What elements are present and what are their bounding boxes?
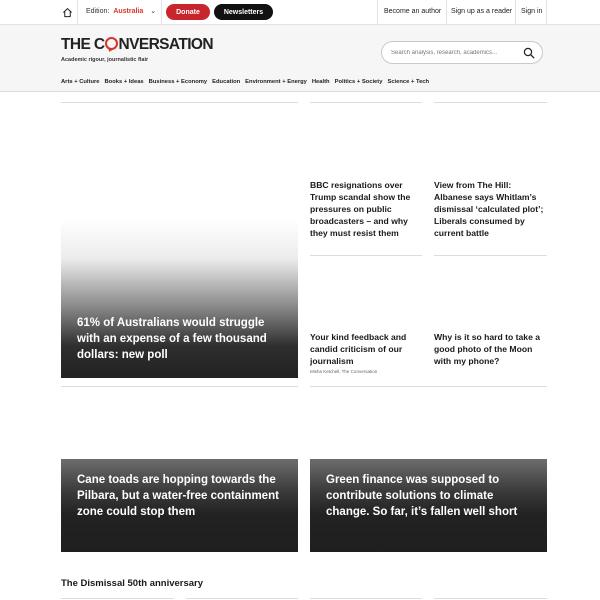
featured-article-cane-toads[interactable] [61,459,298,552]
nav-health[interactable]: Health [311,79,330,85]
donate-button[interactable]: Donate [166,4,210,20]
home-icon [62,7,73,18]
divider [310,102,422,103]
divider [161,0,162,25]
site-header [0,25,600,92]
logo-text-start: THE C [61,36,105,53]
nav-environment-energy[interactable]: Environment + Energy [245,79,307,85]
chevron-down-icon: ⌄ [150,8,157,15]
search-input[interactable] [391,47,513,59]
article-byline[interactable]: Misha Ketchell, The Conversation [310,369,378,374]
divider [546,0,547,25]
tagline: Academic rigour, journalistic flair [61,57,149,63]
nav-science-tech[interactable]: Science + Tech [387,79,430,85]
main-navigation [61,79,429,85]
edition-value: Australia [113,8,144,15]
article-headline-feedback[interactable]: Your kind feedback and candid criticism of our journalism [310,332,407,366]
edition-selector[interactable] [86,7,156,15]
site-logo[interactable] [61,36,213,54]
featured-article-green-finance[interactable] [310,459,547,552]
article-headline[interactable]: Green finance was supposed to contribute solutions to climate change. So far, it’s fallen well short [326,474,518,518]
nav-education[interactable]: Education [212,79,241,85]
divider [434,598,547,599]
divider [377,0,378,25]
divider [186,598,298,599]
divider [434,255,547,256]
section-title[interactable]: The Dismissal 50th anniversary [61,578,204,589]
article-headline-view-from-hill[interactable]: View from The Hill: Albanese says Whitlam’s dismissal ‘calculated plot’; Liberals consumed by current battle [434,180,544,238]
sign-up-reader-link[interactable]: Sign up as a reader [451,8,513,15]
top-utility-bar [0,0,600,25]
article-headline-bbc[interactable]: BBC resignations over Trump scandal show the pressures on public broadcasters – and why they must resist them [310,180,411,238]
become-author-link[interactable]: Become an author [384,8,442,15]
search-icon[interactable] [523,47,535,59]
home-button[interactable] [57,0,78,25]
article-headline-moon-photo[interactable]: Why is it so hard to take a good photo of the Moon with my phone? [434,332,541,366]
article-headline[interactable]: 61% of Australians would struggle with an expense of a few thousand dollars: new poll [77,317,267,361]
newsletters-button[interactable]: Newsletters [214,4,273,20]
nav-arts-culture[interactable]: Arts + Culture [61,79,100,85]
divider [61,386,298,387]
nav-politics-society[interactable]: Politics + Society [334,79,383,85]
search-box [381,41,543,64]
divider [434,102,547,103]
logo-speech-bubble-icon [105,37,118,50]
logo-text-end: NVERSATION [118,36,213,53]
divider [515,0,516,25]
featured-article-poll[interactable] [61,219,298,378]
divider [61,598,174,599]
article-headline[interactable]: Cane toads are hopping towards the Pilbara, but a water-free containment zone could stop them [77,474,279,518]
divider [446,0,447,25]
divider [310,598,422,599]
divider [310,255,422,256]
divider [61,102,298,103]
divider [310,386,547,387]
edition-label: Edition: [86,8,110,15]
nav-books-ideas[interactable]: Books + Ideas [104,79,144,85]
sign-in-link[interactable]: Sign in [521,8,543,15]
nav-business-economy[interactable]: Business + Economy [148,79,208,85]
